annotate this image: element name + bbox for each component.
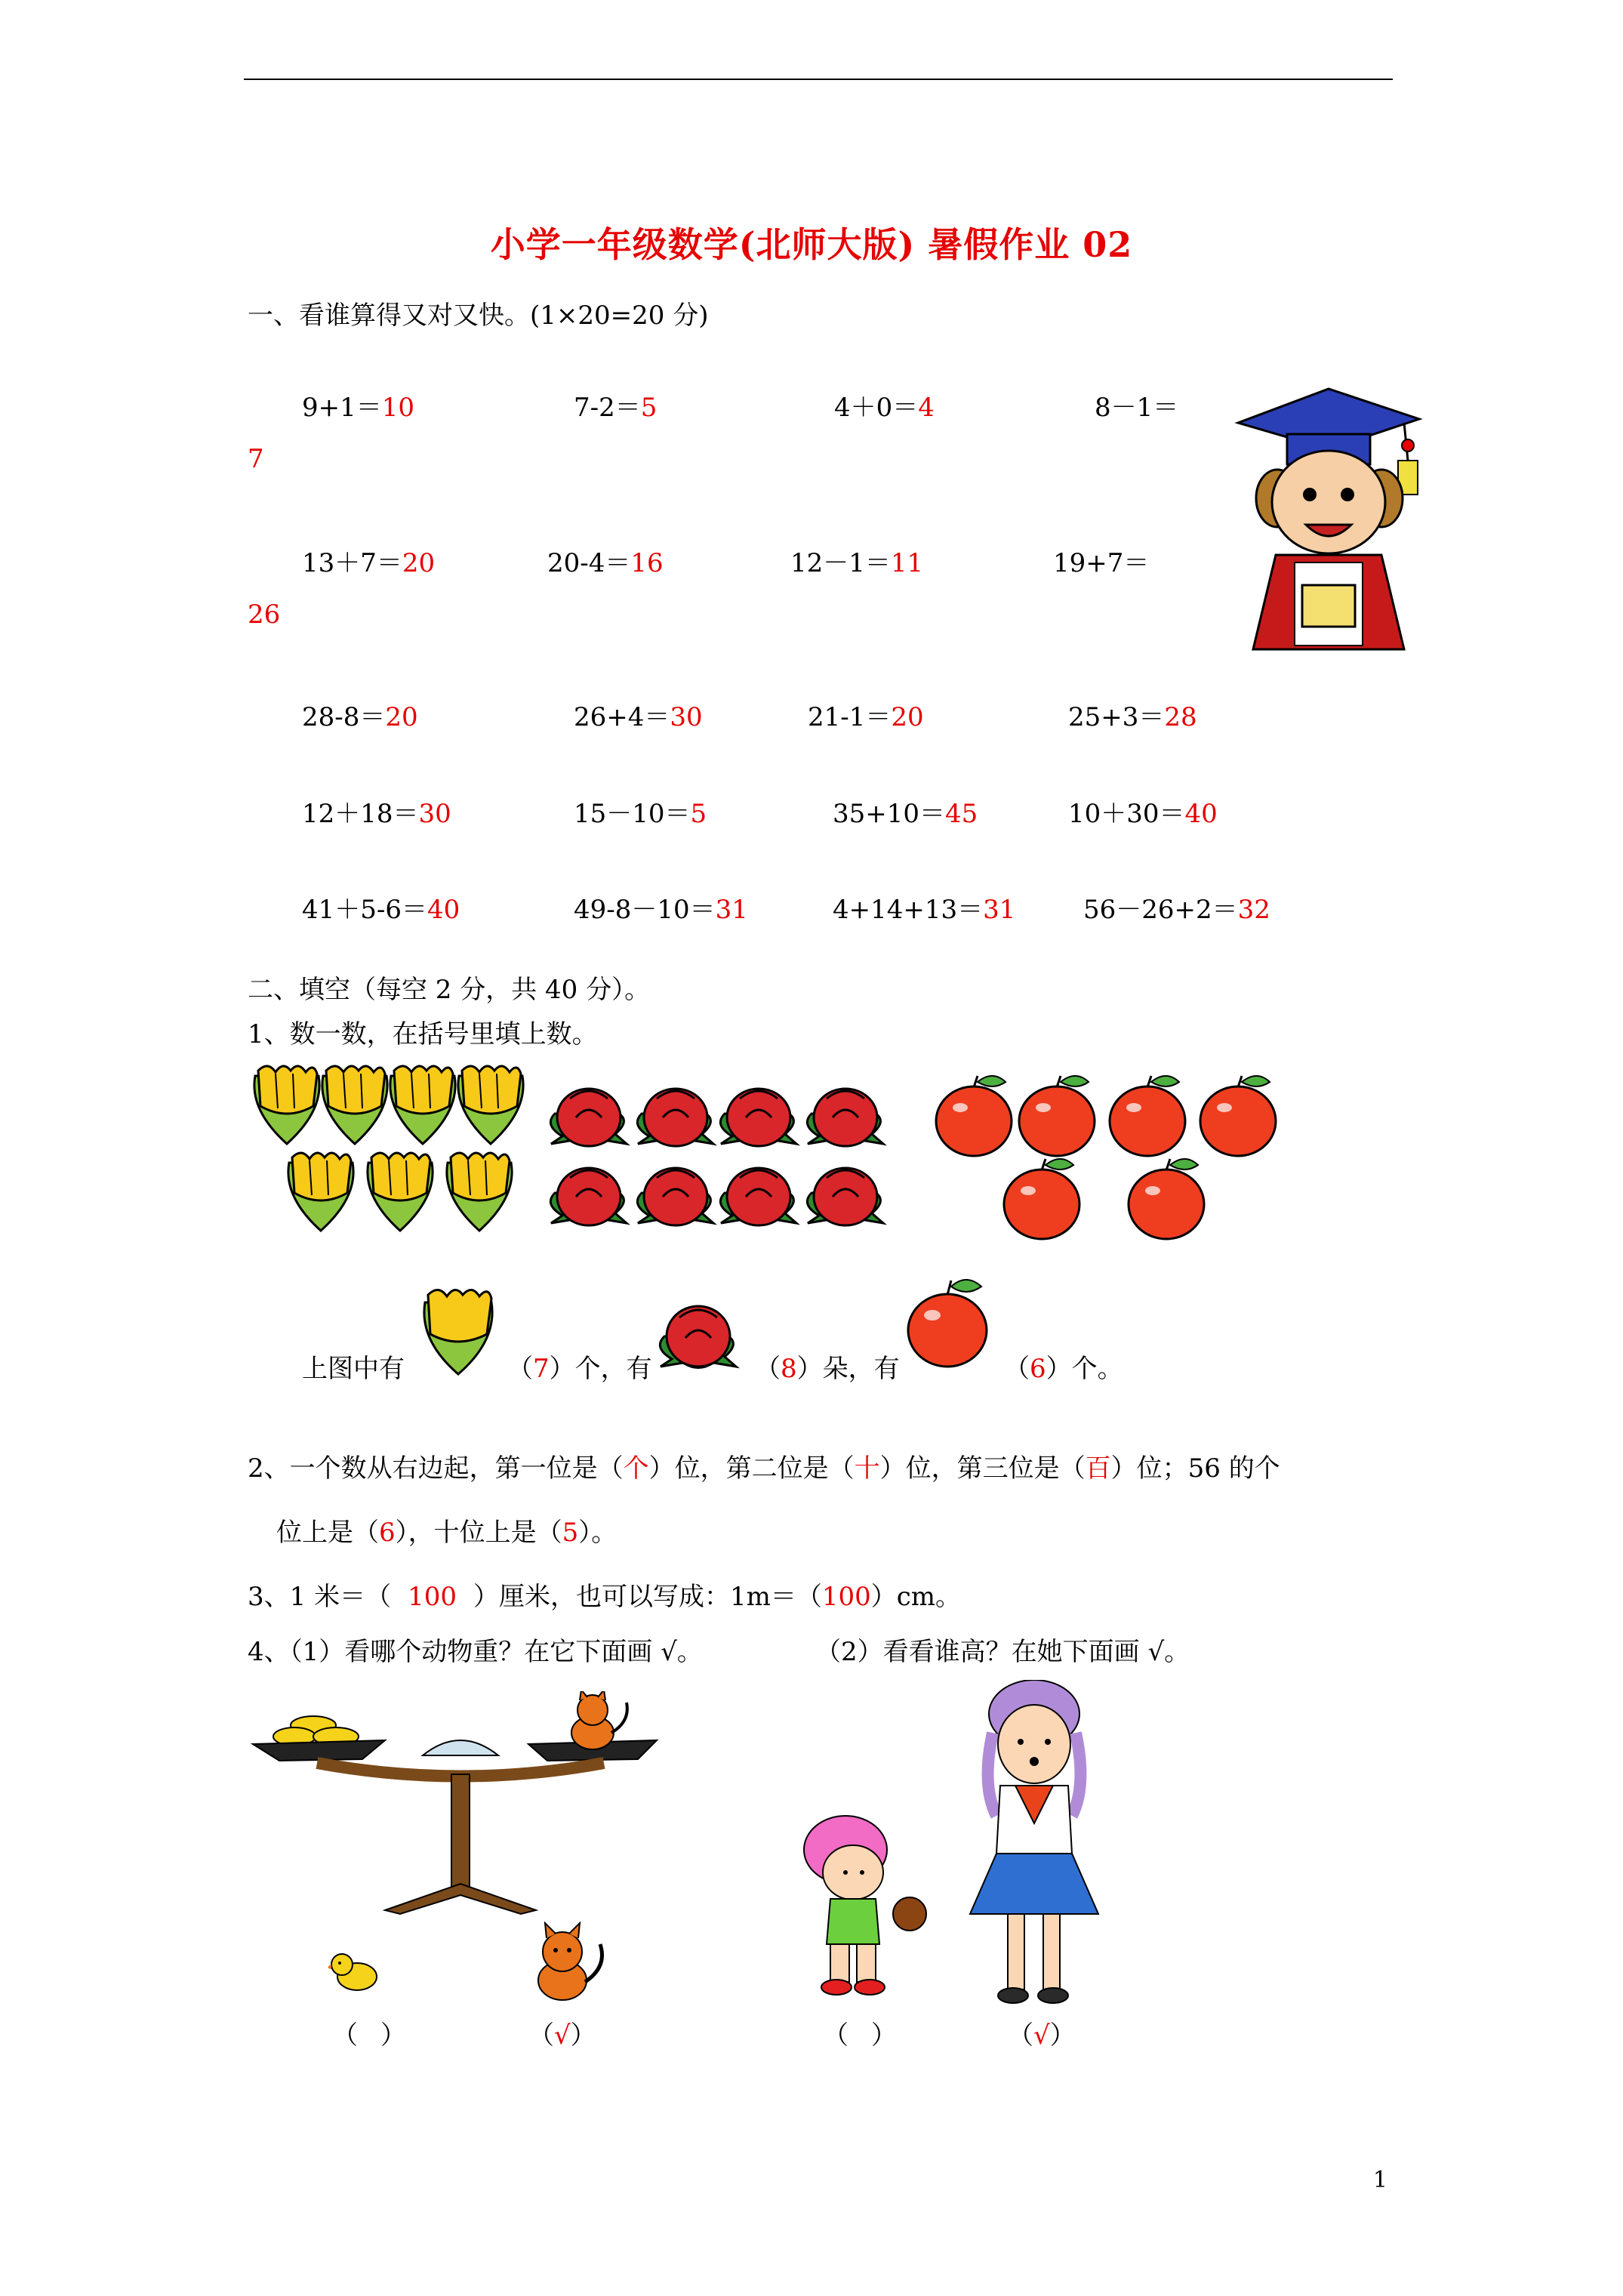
equation-question: 41＋5-6＝ xyxy=(302,895,428,925)
equation xyxy=(302,542,435,579)
equation-answer: 32 xyxy=(1237,895,1270,925)
equation-answer: 20 xyxy=(891,702,924,732)
q1-answer-tulips: （7）个，有 xyxy=(507,1354,652,1384)
equation-question: 56－26+2＝ xyxy=(1083,895,1238,925)
chick-icon xyxy=(328,1948,381,1993)
equation-question: 4＋0＝ xyxy=(834,393,919,423)
equation xyxy=(547,542,664,579)
equation xyxy=(574,889,748,926)
equation-question: 49-8－10＝ xyxy=(574,895,716,925)
q4-answer-tall-girl: （√） xyxy=(1008,2020,1076,2051)
equation-answer: 5 xyxy=(640,393,658,423)
equation-question: 21-1＝ xyxy=(808,702,892,732)
equation xyxy=(302,696,418,733)
equation xyxy=(790,542,923,579)
equation-question: 7-2＝ xyxy=(574,393,641,423)
equation xyxy=(302,793,451,830)
equation-question: 26+4＝ xyxy=(574,702,670,732)
cat-icon xyxy=(528,1922,611,2005)
q1-prompt: 1、数一数，在括号里填上数。 xyxy=(248,1019,598,1049)
graduate-girl-illustration xyxy=(1223,370,1434,657)
equation-question: 15－10＝ xyxy=(574,799,691,829)
equation-question: 9+1＝ xyxy=(302,393,382,423)
equation-answer: 16 xyxy=(630,548,664,578)
equation xyxy=(1095,387,1178,424)
equation xyxy=(302,387,414,424)
tall-girl-illustration xyxy=(959,1680,1110,2008)
equation xyxy=(833,793,978,830)
equation-question: 12＋18＝ xyxy=(302,799,419,829)
q2-line1: 2、一个数从右边起，第一位是（个）位，第二位是（十）位，第三位是（百）位；56 的个 xyxy=(248,1453,1280,1484)
equation-question: 25+3＝ xyxy=(1068,702,1165,732)
balance-scale-illustration xyxy=(249,1691,672,1925)
equation-answer: 45 xyxy=(945,799,978,829)
short-girl-illustration xyxy=(800,1812,932,2001)
q1-sentence-pre: 上图中有 xyxy=(302,1354,405,1384)
q4-prompt-1: 4、（1）看哪个动物重？在它下面画 √。 xyxy=(248,1637,703,1667)
equation-answer: 7 xyxy=(248,444,264,474)
equation xyxy=(302,889,460,926)
section2-heading: 二、填空（每空 2 分，共 40 分）。 xyxy=(248,975,651,1005)
apple-icon xyxy=(906,1276,993,1370)
equation-answer: 30 xyxy=(418,799,451,829)
q2-line2: 位上是（6），十位上是（5）。 xyxy=(276,1518,617,1548)
q4-answer-cat: （√） xyxy=(528,2020,596,2051)
equation xyxy=(574,793,707,830)
equation xyxy=(833,889,1015,926)
equation-answer-wrapped xyxy=(248,444,264,474)
equation xyxy=(1068,793,1218,830)
equation-answer: 30 xyxy=(670,702,703,732)
equation-question: 20-4＝ xyxy=(547,548,631,578)
equation-question: 4+14+13＝ xyxy=(833,895,984,925)
equation-question: 13＋7＝ xyxy=(302,548,402,578)
equation-question: 8－1＝ xyxy=(1095,393,1179,423)
section1-heading: 一、看谁算得又对又快。(1×20=20 分) xyxy=(248,300,709,331)
equation xyxy=(1053,542,1149,579)
equation-answer: 4 xyxy=(918,393,935,423)
equation-answer: 11 xyxy=(890,548,924,578)
equation xyxy=(1083,889,1270,926)
page-number: 1 xyxy=(1372,2167,1387,2193)
equation xyxy=(574,696,703,733)
rose-icon xyxy=(657,1299,747,1374)
equation-question: 10＋30＝ xyxy=(1068,799,1185,829)
equation xyxy=(834,387,935,424)
q4-prompt-2: （2）看看谁高？在她下面画 √。 xyxy=(815,1637,1190,1667)
counting-picture xyxy=(249,1061,1291,1246)
equation-answer: 20 xyxy=(385,702,418,732)
equation-answer: 10 xyxy=(381,393,415,423)
equation-answer: 31 xyxy=(715,895,748,925)
tulip-icon xyxy=(419,1287,502,1378)
equation-question: 28-8＝ xyxy=(302,702,386,732)
header-rule xyxy=(244,79,1393,80)
page-title: 小学一年级数学(北师大版) 暑假作业 02 xyxy=(490,224,1133,265)
q1-answer-apples: （6）个。 xyxy=(1004,1354,1123,1384)
equation xyxy=(808,696,924,733)
equation-question: 19+7＝ xyxy=(1053,548,1150,578)
equation-answer: 40 xyxy=(1184,799,1218,829)
q4-answer-short-girl: （ ） xyxy=(823,2020,897,2051)
q1-answer-roses: （8）朵，有 xyxy=(755,1354,900,1384)
equation-answer: 5 xyxy=(690,799,707,829)
q4-answer-chick: （ ） xyxy=(332,2020,406,2051)
equation-answer: 28 xyxy=(1164,702,1197,732)
equation-answer: 31 xyxy=(983,895,1016,925)
equation xyxy=(1068,696,1197,733)
equation-answer: 26 xyxy=(248,599,281,630)
q3-line: 3、1 米＝（ 100 ）厘米，也可以写成：1m＝（100）cm。 xyxy=(248,1582,962,1612)
equation-question: 35+10＝ xyxy=(833,799,946,829)
equation-question: 12－1＝ xyxy=(790,548,891,578)
equation xyxy=(574,387,657,424)
equation-answer: 20 xyxy=(402,548,436,578)
equation-answer-wrapped xyxy=(248,599,280,630)
equation-answer: 40 xyxy=(427,895,460,925)
